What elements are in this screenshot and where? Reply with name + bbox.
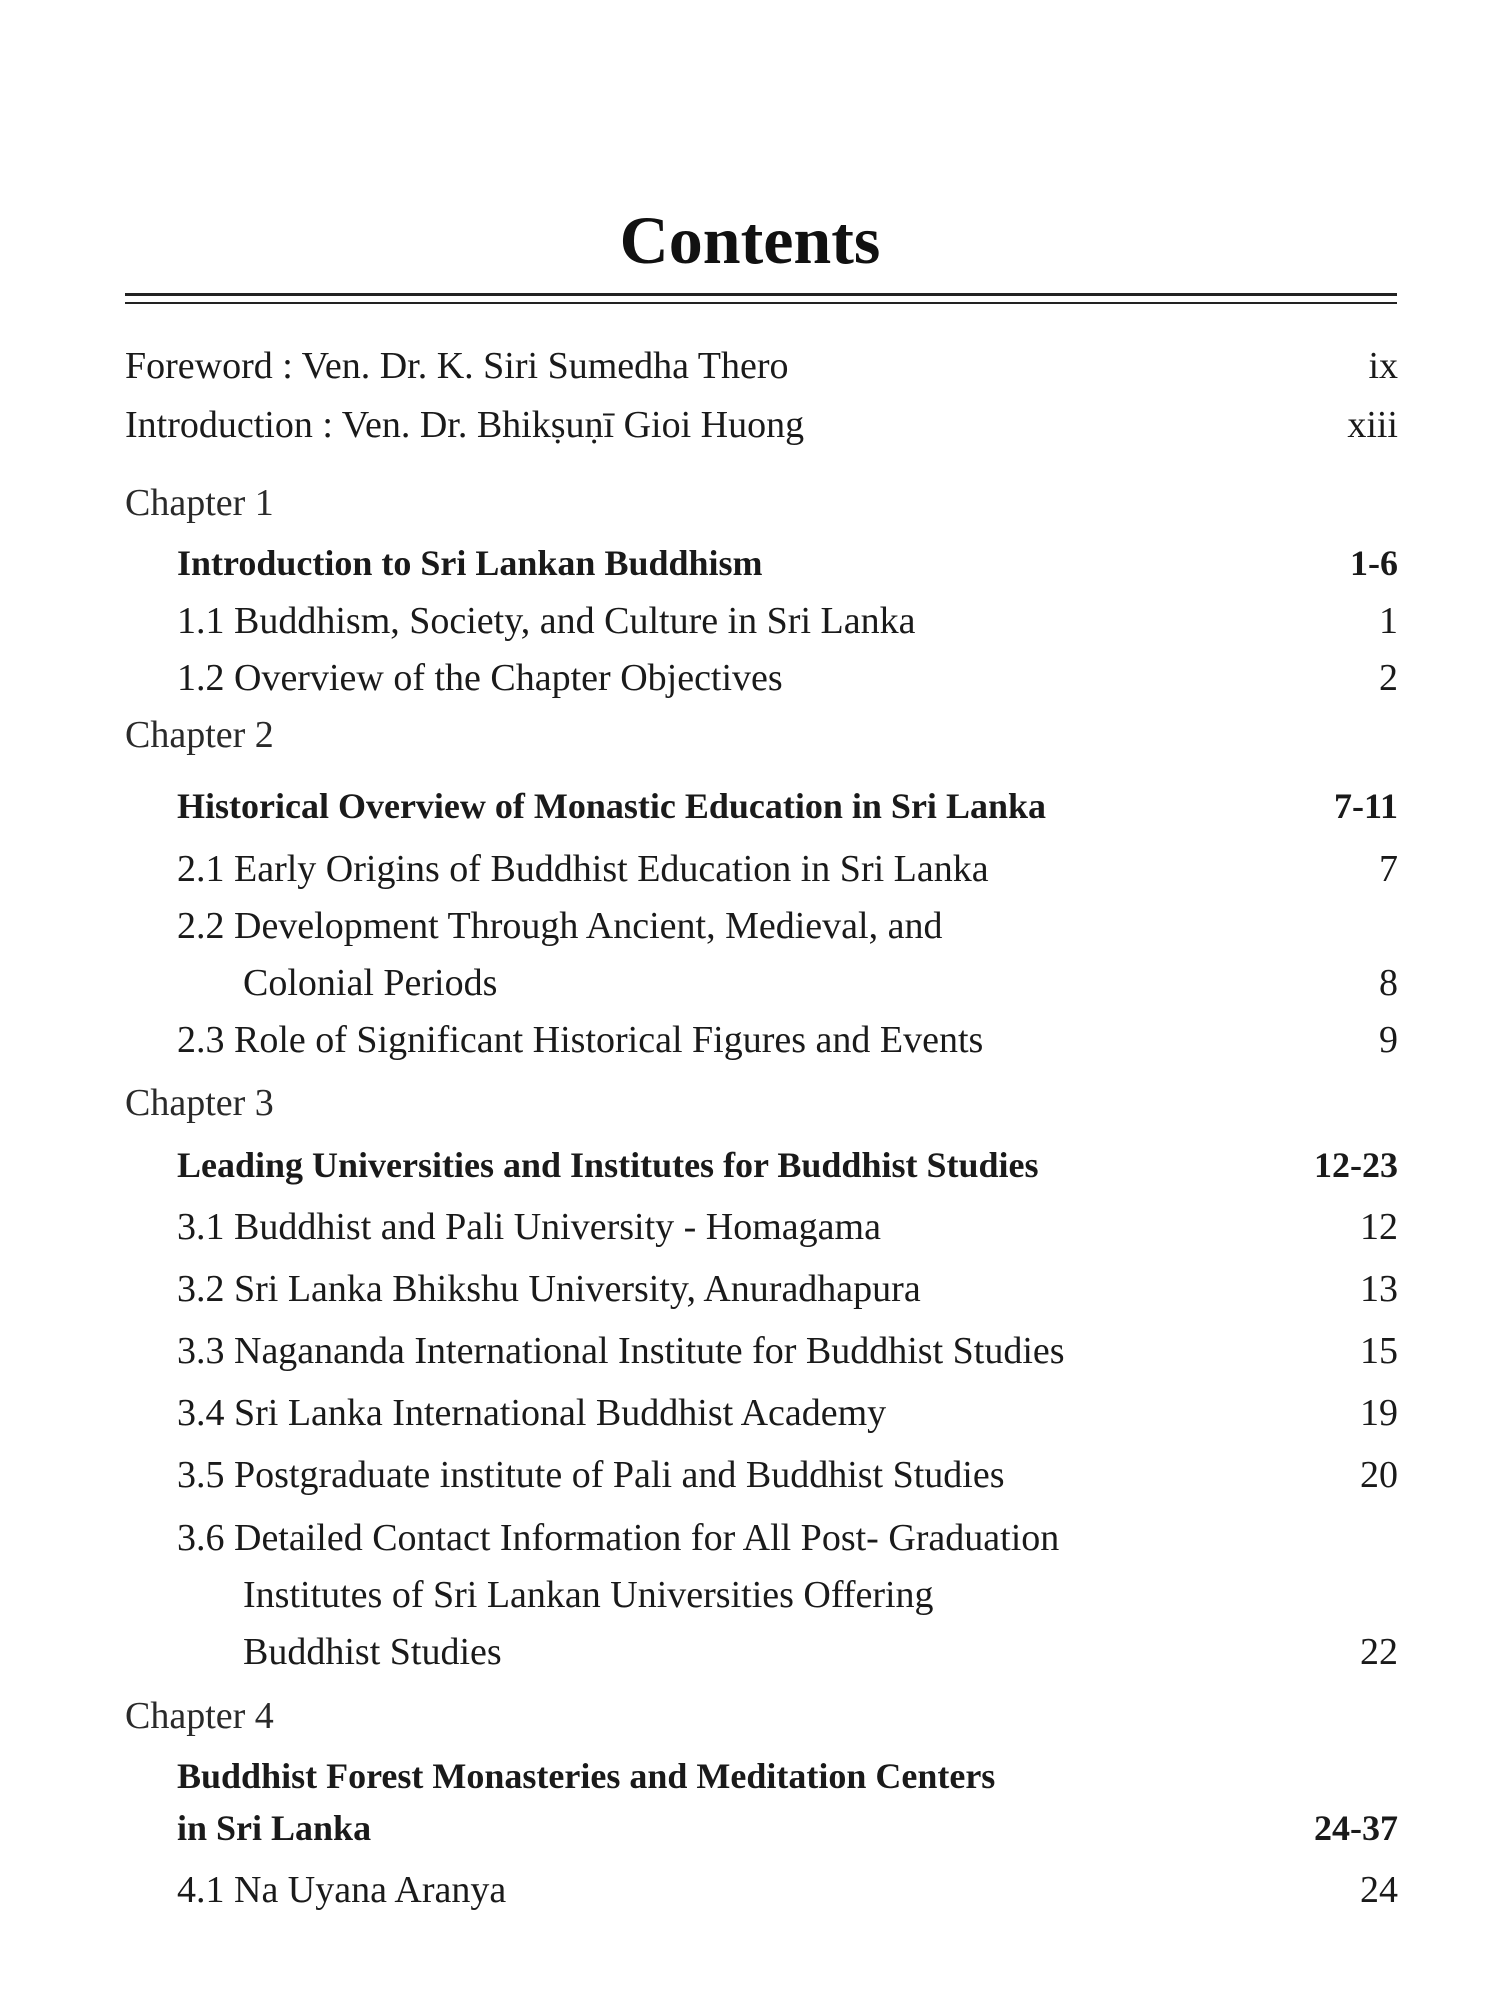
chapter-pages: 12-23	[1314, 1145, 1398, 1185]
chapter-title: Buddhist Forest Monasteries and Meditation Centers	[177, 1756, 996, 1796]
entry-label: 3.1 Buddhist and Pali University - Homagama	[177, 1206, 881, 1248]
toc-entry-section[interactable]	[125, 1014, 1398, 1066]
toc-entry-section[interactable]	[125, 1449, 1398, 1501]
toc-entry-section[interactable]	[125, 1201, 1398, 1253]
chapter-title: Introduction to Sri Lankan Buddhism	[177, 543, 763, 583]
entry-page: 8	[1379, 962, 1398, 1004]
entry-page: 7	[1379, 848, 1398, 890]
toc-entry-chapter-title[interactable]	[125, 1139, 1398, 1191]
chapter-heading	[125, 477, 1398, 529]
chapter-number: Chapter 2	[125, 714, 274, 756]
entry-page: 1	[1379, 600, 1398, 642]
chapter-pages: 7-11	[1333, 786, 1398, 826]
chapter-number: Chapter 1	[125, 482, 274, 524]
entry-label: 2.1 Early Origins of Buddhist Education in Sri Lanka	[177, 848, 989, 890]
toc-entry-section-continuation[interactable]	[125, 957, 1398, 1009]
toc-entry-section[interactable]	[125, 1387, 1398, 1439]
toc-entry-introduction[interactable]	[125, 399, 1398, 451]
toc-entry-chapter-title[interactable]	[125, 780, 1398, 832]
chapter-heading	[125, 1690, 1398, 1742]
toc-entry-section[interactable]	[125, 652, 1398, 704]
entry-page: xiii	[1347, 404, 1398, 446]
entry-label: 3.6 Detailed Contact Information for All Post- Graduation	[177, 1517, 1060, 1559]
toc-entry-section[interactable]	[125, 1263, 1398, 1315]
entry-page: 12	[1360, 1206, 1398, 1248]
entry-page: ix	[1368, 345, 1398, 387]
entry-label: 2.2 Development Through Ancient, Medieval, and	[177, 905, 943, 947]
entry-page: 22	[1360, 1631, 1398, 1673]
chapter-pages: 1-6	[1350, 543, 1398, 583]
entry-label-continuation: Colonial Periods	[243, 962, 498, 1004]
chapter-title-continuation: in Sri Lanka	[177, 1808, 372, 1848]
entry-page: 19	[1360, 1392, 1398, 1434]
toc-entry-section[interactable]	[125, 1325, 1398, 1377]
toc-entry-chapter-title[interactable]	[125, 537, 1398, 589]
entry-page: 24	[1360, 1869, 1398, 1911]
entry-page: 2	[1379, 657, 1398, 699]
entry-label: 2.3 Role of Significant Historical Figures and Events	[177, 1019, 984, 1061]
toc-entry-chapter-title[interactable]	[125, 1750, 1398, 1802]
page-title: Contents	[619, 202, 881, 278]
entry-label: 4.1 Na Uyana Aranya	[177, 1869, 507, 1911]
toc-entry-section[interactable]	[125, 843, 1398, 895]
entry-page: 9	[1379, 1019, 1398, 1061]
entry-label-continuation: Buddhist Studies	[243, 1631, 502, 1673]
entry-label: 3.4 Sri Lanka International Buddhist Academy	[177, 1392, 887, 1434]
chapter-number: Chapter 3	[125, 1082, 274, 1124]
entry-page: 13	[1360, 1268, 1398, 1310]
entry-label: 3.2 Sri Lanka Bhikshu University, Anuradhapura	[177, 1268, 921, 1310]
entry-label-continuation: Institutes of Sri Lankan Universities Offering	[243, 1574, 934, 1616]
toc-entry-foreword[interactable]	[125, 340, 1398, 392]
toc-entry-section-continuation[interactable]	[125, 1569, 1398, 1621]
chapter-pages: 24-37	[1314, 1808, 1398, 1848]
chapter-title: Historical Overview of Monastic Education in Sri Lanka	[177, 786, 1046, 826]
entry-label: Introduction : Ven. Dr. Bhikṣuṇī Gioi Huong	[125, 404, 805, 446]
entry-label: 3.5 Postgraduate institute of Pali and Buddhist Studies	[177, 1454, 1005, 1496]
toc-entry-section[interactable]	[125, 1864, 1398, 1916]
toc-entry-section[interactable]	[125, 1512, 1398, 1564]
toc-entry-section-continuation[interactable]	[125, 1626, 1398, 1678]
chapter-title: Leading Universities and Institutes for Buddhist Studies	[177, 1145, 1039, 1185]
entry-page: 20	[1360, 1454, 1398, 1496]
title-rule-top	[125, 293, 1397, 296]
entry-label: 1.1 Buddhism, Society, and Culture in Sri Lanka	[177, 600, 916, 642]
chapter-heading	[125, 709, 1398, 761]
entry-page: 15	[1360, 1330, 1398, 1372]
chapter-heading	[125, 1077, 1398, 1129]
chapter-number: Chapter 4	[125, 1695, 274, 1737]
toc-entry-section[interactable]	[125, 595, 1398, 647]
title-rule-bottom	[125, 302, 1397, 304]
toc-entry-section[interactable]	[125, 900, 1398, 952]
entry-label: Foreword : Ven. Dr. K. Siri Sumedha Thero	[125, 345, 789, 387]
toc-entry-chapter-title-continuation[interactable]	[125, 1802, 1398, 1854]
entry-label: 1.2 Overview of the Chapter Objectives	[177, 657, 783, 699]
entry-label: 3.3 Nagananda International Institute for Buddhist Studies	[177, 1330, 1065, 1372]
